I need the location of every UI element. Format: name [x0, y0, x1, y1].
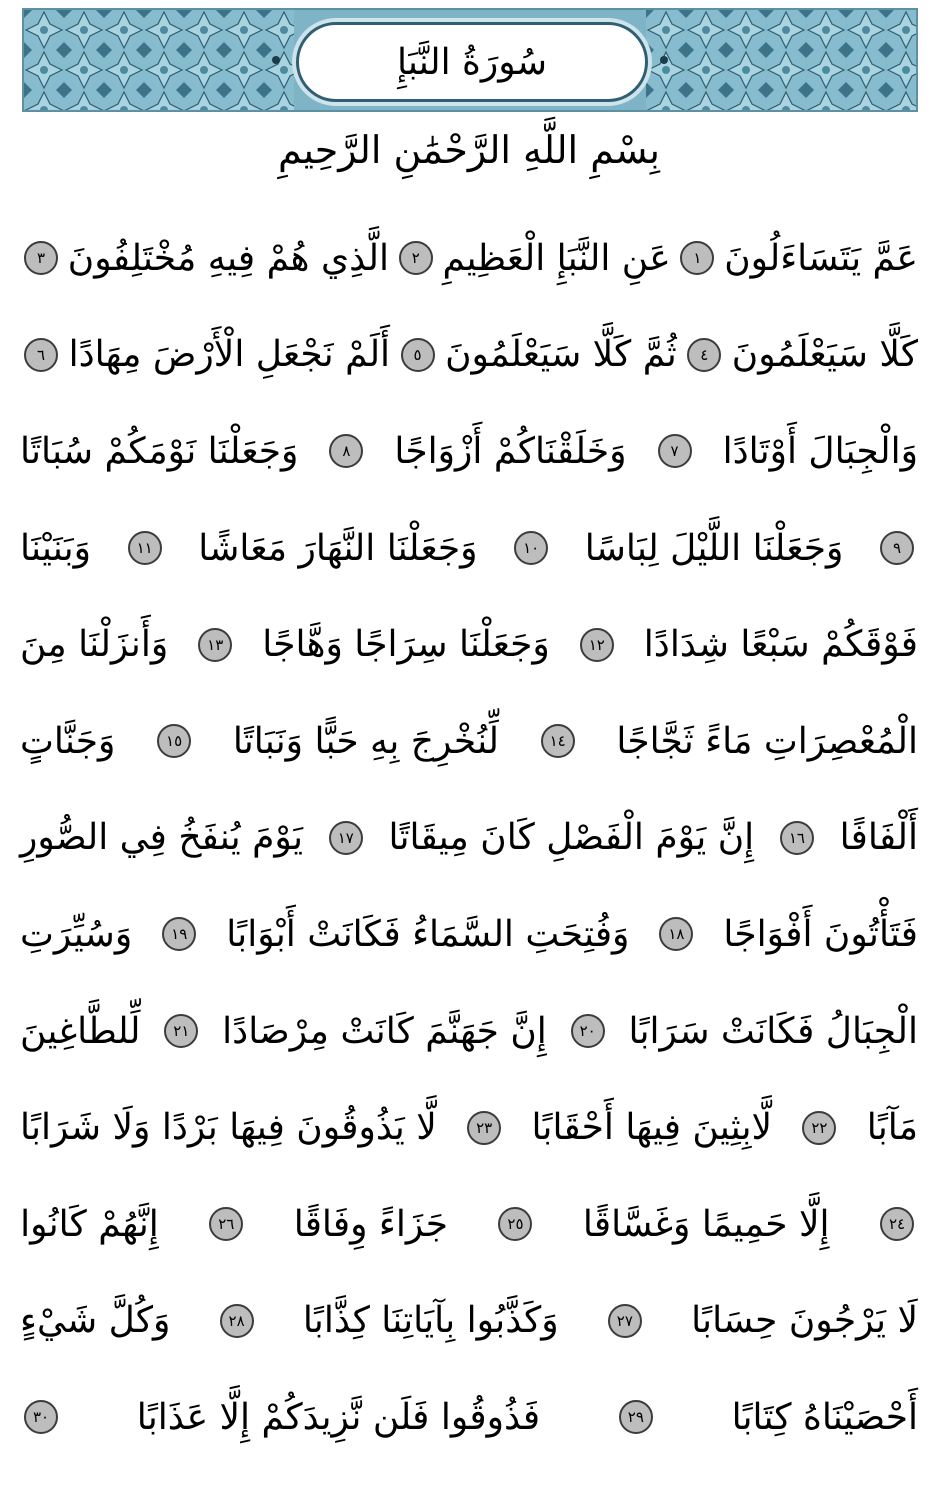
ayah-number-marker: ١ — [680, 241, 714, 275]
verse-text: فَوْقَكُمْ سَبْعًا شِدَادًا — [643, 624, 918, 666]
verse-text: إِلَّا حَمِيمًا وَغَسَّاقًا — [582, 1203, 830, 1245]
ayah-number-marker: ١٦ — [780, 821, 814, 855]
ayah-number-marker: ٣ — [24, 241, 58, 275]
verse-text: ثُمَّ كَلَّا سَيَعْلَمُونَ — [445, 334, 677, 376]
ayah-number-marker: ٢٧ — [608, 1304, 642, 1338]
verse-text: عَمَّ يَتَسَاءَلُونَ — [724, 237, 918, 279]
verse-text: لَا يَرْجُونَ حِسَابًا — [691, 1300, 918, 1342]
verse-text: وَخَلَقْنَاكُمْ أَزْوَاجًا — [394, 430, 627, 472]
verse-line — [20, 403, 918, 500]
ayah-number-marker: ٦ — [24, 338, 58, 372]
ayah-number-marker: ١٣ — [198, 628, 232, 662]
ayah-number-marker: ١٩ — [162, 917, 196, 951]
ayah-number-marker: ٤ — [687, 338, 721, 372]
verse-text: الْجِبَالُ فَكَانَتْ سَرَابًا — [628, 1010, 918, 1052]
verse-text: الْمُعْصِرَاتِ مَاءً ثَجَّاجًا — [616, 720, 918, 762]
ayah-number-marker: ١٠ — [514, 531, 548, 565]
ayah-number-marker: ٩ — [880, 531, 914, 565]
verse-line — [20, 983, 918, 1080]
ayah-number-marker: ١٤ — [541, 724, 575, 758]
verse-text: وَجَعَلْنَا النَّهَارَ مَعَاشًا — [198, 527, 478, 569]
verse-text: فَتَأْتُونَ أَفْوَاجًا — [723, 913, 918, 955]
verse-text: إِنَّ جَهَنَّمَ كَانَتْ مِرْصَادًا — [222, 1010, 547, 1052]
ayah-number-marker: ٧ — [658, 434, 692, 468]
ornament-dot-left — [272, 56, 280, 64]
ayah-number-marker: ٨ — [329, 434, 363, 468]
ayah-number-marker: ٣٠ — [24, 1400, 58, 1434]
verse-line — [20, 307, 918, 404]
title-cartouche — [296, 22, 648, 102]
ayah-number-marker: ٢٠ — [571, 1014, 605, 1048]
surah-title: سُورَةُ النَّبَإِ — [396, 41, 548, 83]
verse-line — [20, 500, 918, 597]
ayah-number-marker: ١٥ — [157, 724, 191, 758]
verse-text: لَّا يَذُوقُونَ فِيهَا بَرْدًا وَلَا شَرَابًا — [20, 1107, 437, 1149]
verse-line — [20, 1273, 918, 1370]
verse-text: وَجَعَلْنَا نَوْمَكُمْ سُبَاتًا — [20, 430, 299, 472]
ayah-number-marker: ٢٥ — [498, 1207, 532, 1241]
verse-text: وَكَذَّبُوا بِآيَاتِنَا كِذَّابًا — [302, 1300, 559, 1342]
verse-text: وَبَنَيْنَا — [20, 527, 92, 569]
ayah-number-marker: ٢٨ — [220, 1304, 254, 1338]
verse-line — [20, 1176, 918, 1273]
verse-text: وَجَنَّاتٍ — [20, 720, 116, 762]
verse-text: فَذُوقُوا فَلَن نَّزِيدَكُمْ إِلَّا عَذَابًا — [136, 1396, 541, 1438]
verse-text: وَفُتِحَتِ السَّمَاءُ فَكَانَتْ أَبْوَابًا — [226, 913, 630, 955]
verse-text: إِنَّهُمْ كَانُوا — [20, 1203, 159, 1245]
verse-text: لَّابِثِينَ فِيهَا أَحْقَابًا — [531, 1107, 773, 1149]
verses-block — [20, 210, 918, 1466]
verse-text: إِنَّ يَوْمَ الْفَصْلِ كَانَ مِيقَاتًا — [388, 817, 755, 859]
verse-text: عَنِ النَّبَإِ الْعَظِيمِ — [442, 237, 671, 279]
verse-text: وَأَنزَلْنَا مِنَ — [20, 624, 169, 666]
verse-text: مَآبًا — [866, 1107, 918, 1149]
verse-line — [20, 1079, 918, 1176]
ayah-number-marker: ٢٤ — [880, 1207, 914, 1241]
ornament-dot-right — [660, 56, 668, 64]
ayah-number-marker: ٢ — [399, 241, 433, 275]
verse-text: يَوْمَ يُنفَخُ فِي الصُّورِ — [20, 817, 304, 859]
ayah-number-marker: ١٨ — [659, 917, 693, 951]
verse-line — [20, 210, 918, 307]
ayah-number-marker: ٢٩ — [619, 1400, 653, 1434]
verse-text: وَالْجِبَالَ أَوْتَادًا — [722, 430, 918, 472]
verse-text: وَكُلَّ شَيْءٍ — [20, 1300, 171, 1342]
verse-text: جَزَاءً وِفَاقًا — [293, 1203, 448, 1245]
verse-text: وَسُيِّرَتِ — [20, 913, 133, 955]
verse-line — [20, 693, 918, 790]
verse-line — [20, 596, 918, 693]
verse-line — [20, 886, 918, 983]
ayah-number-marker: ٥ — [401, 338, 435, 372]
verse-text: لِّلطَّاغِينَ — [20, 1010, 141, 1052]
verse-text: كَلَّا سَيَعْلَمُونَ — [731, 334, 918, 376]
verse-text: أَلْفَافًا — [839, 817, 918, 859]
basmala: بِسْمِ اللَّهِ الرَّحْمَٰنِ الرَّحِيمِ — [278, 128, 660, 172]
ayah-number-marker: ٢٦ — [209, 1207, 243, 1241]
ayah-number-marker: ٢٣ — [467, 1111, 501, 1145]
ayah-number-marker: ٢١ — [164, 1014, 198, 1048]
verse-line — [20, 1369, 918, 1466]
verse-text: لِّنُخْرِجَ بِهِ حَبًّا وَنَبَاتًا — [232, 720, 499, 762]
ornament-pattern-right — [646, 10, 916, 110]
verse-text: أَلَمْ نَجْعَلِ الْأَرْضَ مِهَادًا — [68, 334, 391, 376]
verse-text: أَحْصَيْنَاهُ كِتَابًا — [731, 1396, 918, 1438]
ayah-number-marker: ١١ — [128, 531, 162, 565]
verse-line — [20, 790, 918, 887]
ayah-number-marker: ٢٢ — [802, 1111, 836, 1145]
verse-text: الَّذِي هُمْ فِيهِ مُخْتَلِفُونَ — [67, 237, 390, 279]
ornament-pattern-left — [24, 10, 294, 110]
verse-text: وَجَعَلْنَا اللَّيْلَ لِبَاسًا — [584, 527, 844, 569]
ayah-number-marker: ١٢ — [580, 628, 614, 662]
ayah-number-marker: ١٧ — [329, 821, 363, 855]
surah-header-ornament — [22, 8, 918, 112]
verse-text: وَجَعَلْنَا سِرَاجًا وَهَّاجًا — [262, 624, 550, 666]
